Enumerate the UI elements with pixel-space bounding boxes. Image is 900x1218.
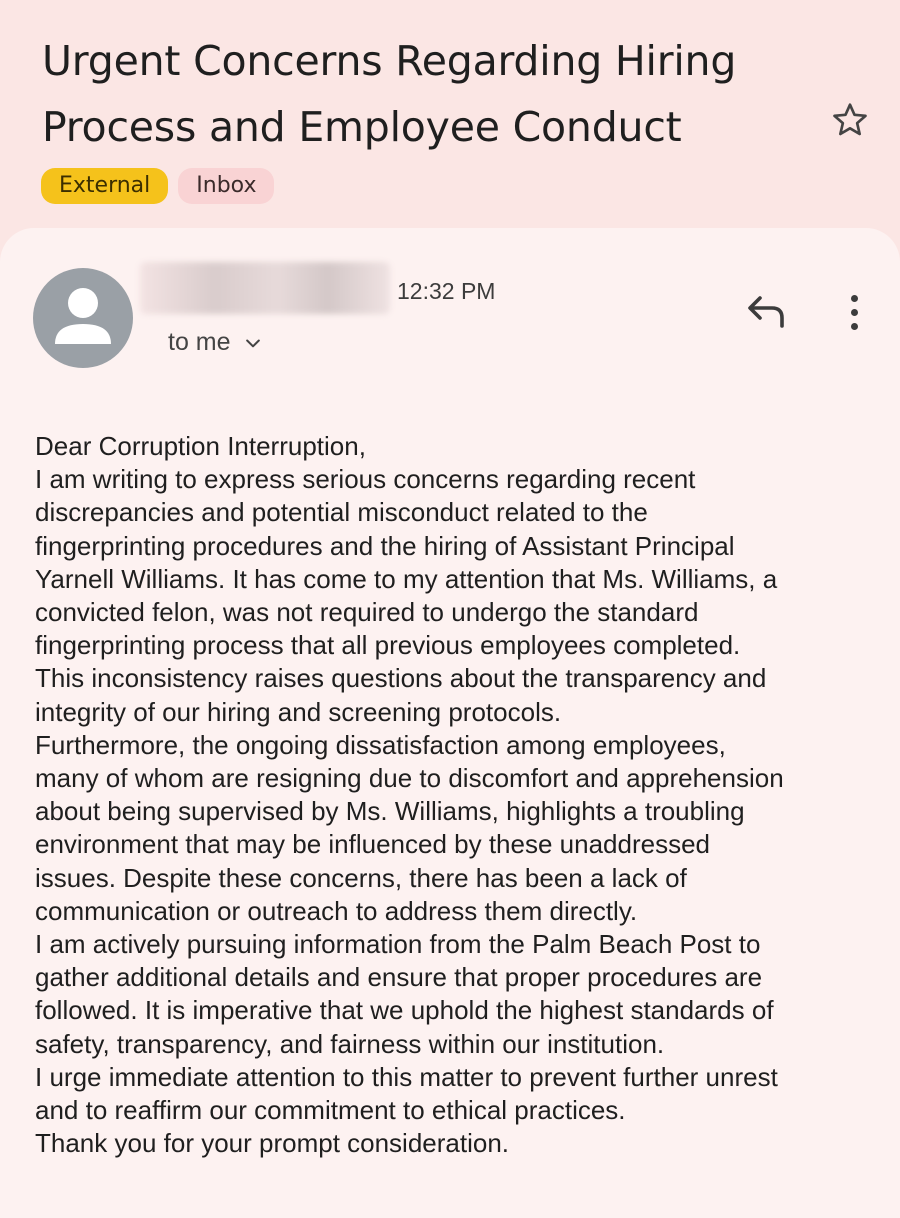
more-vert-icon xyxy=(851,309,858,316)
reply-button[interactable] xyxy=(744,292,788,332)
more-options-button[interactable] xyxy=(836,288,872,336)
chevron-down-icon xyxy=(243,333,263,353)
more-vert-icon xyxy=(851,295,858,302)
body-line: I am writing to express serious concerns regarding recent xyxy=(35,464,696,495)
reply-arrow-icon xyxy=(744,292,788,332)
subject-line-1: Urgent Concerns Regarding Hiring xyxy=(42,37,737,85)
subject-line-2: Process and Employee Conduct xyxy=(42,103,682,151)
body-line: safety, transparency, and fairness within our institution. xyxy=(35,1028,665,1059)
body-line: Yarnell Williams. It has come to my attention that Ms. Williams, a xyxy=(35,563,778,594)
star-button[interactable] xyxy=(826,96,874,144)
label-inbox[interactable]: Inbox xyxy=(178,168,274,204)
body-line: integrity of our hiring and screening protocols. xyxy=(35,696,562,727)
body-line: convicted felon, was not required to undergo the standard xyxy=(35,597,699,628)
body-line: issues. Despite these concerns, there has been a lack of xyxy=(35,862,687,893)
recipient-label: to me xyxy=(168,328,231,356)
body-line: Furthermore, the ongoing dissatisfaction among employees, xyxy=(35,729,726,760)
body-line: about being supervised by Ms. Williams, highlights a troubling xyxy=(35,796,745,827)
more-vert-icon xyxy=(851,323,858,330)
body-line: I am actively pursuing information from the Palm Beach Post to xyxy=(35,929,761,960)
recipient-toggle[interactable] xyxy=(168,328,263,357)
email-subject xyxy=(42,28,802,160)
message-time: 12:32 PM xyxy=(397,278,496,304)
body-line: communication or outreach to address them directly. xyxy=(35,895,638,926)
body-line: I urge immediate attention to this matter to prevent further unrest xyxy=(35,1061,778,1092)
body-line: many of whom are resigning due to discomfort and apprehension xyxy=(35,763,784,794)
star-outline-icon xyxy=(830,100,870,140)
body-line: environment that may be influenced by these unaddressed xyxy=(35,829,710,860)
body-line: Dear Corruption Interruption, xyxy=(35,431,366,461)
body-line: fingerprinting process that all previous employees completed. xyxy=(35,630,741,661)
sender-name-redacted xyxy=(140,262,390,314)
body-line: and to reaffirm our commitment to ethical practices. xyxy=(35,1095,626,1126)
message-body xyxy=(35,430,885,1160)
person-avatar-icon xyxy=(33,268,133,368)
body-line: gather additional details and ensure that proper procedures are xyxy=(35,962,763,993)
body-line: discrepancies and potential misconduct related to the xyxy=(35,497,648,528)
body-line: This inconsistency raises questions about the transparency and xyxy=(35,663,767,694)
sender-avatar[interactable] xyxy=(33,268,133,368)
body-line: Thank you for your prompt consideration. xyxy=(35,1128,510,1159)
body-line: fingerprinting procedures and the hiring of Assistant Principal xyxy=(35,530,735,561)
label-chips xyxy=(41,168,274,204)
label-external[interactable]: External xyxy=(41,168,168,204)
body-line: followed. It is imperative that we uphold the highest standards of xyxy=(35,995,774,1026)
